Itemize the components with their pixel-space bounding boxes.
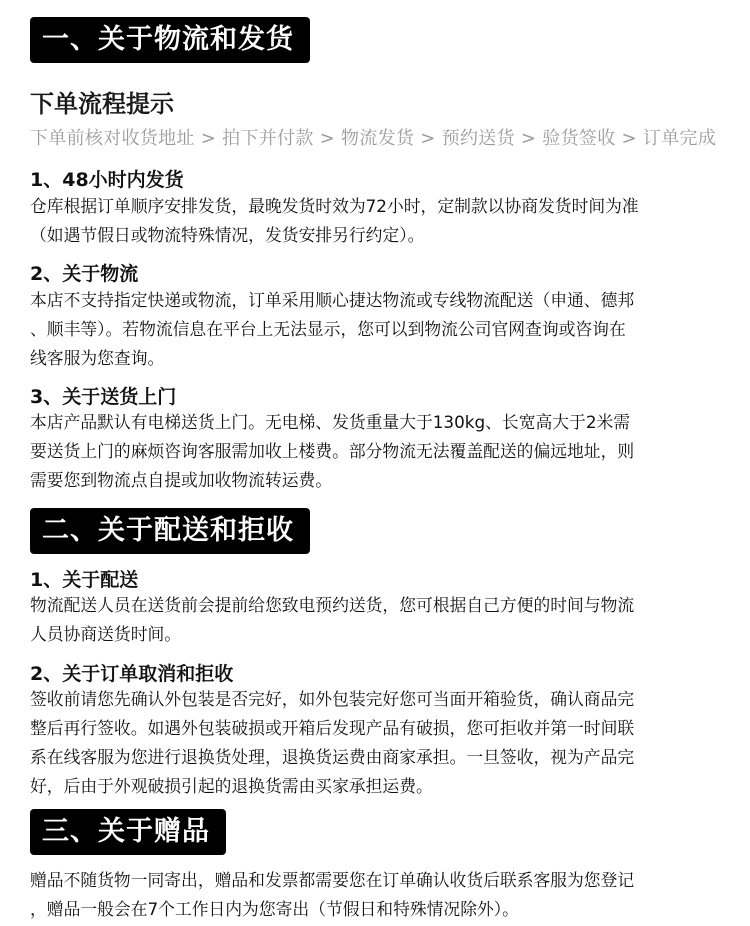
text-line: 签收前请您先确认外包装是否完好，如外包装完好您可当面开箱验货，确认商品完 xyxy=(30,689,635,709)
text-line: 线客服为您查询。 xyxy=(30,348,165,368)
item-title-48h-shipping: 1、48小时内发货 xyxy=(30,169,184,191)
item-text-delivery xyxy=(30,408,720,495)
gift-text xyxy=(30,866,720,924)
section-header-delivery-refusal: 二、关于配送和拒收 xyxy=(30,508,310,554)
text-line: （如遇节假日或物流特殊情况，发货安排另行约定）。 xyxy=(30,225,425,245)
text-line: 赠品不随货物一同寄出，赠品和发票都需要您在订单确认收货后联系客服为您登记 xyxy=(30,870,635,890)
text-line: ，赠品一般会在7个工作日内为您寄出（节假日和特殊情况除外）。 xyxy=(30,899,519,919)
text-line: 整后再行签收。如遇外包装破损或开箱后发现产品有破损，您可拒收并第一时间联 xyxy=(30,718,635,738)
text-line: 系在线客服为您进行退换货处理，退换货运费由商家承担。一旦签收，视为产品完 xyxy=(30,747,635,767)
text-line: 仓库根据订单顺序安排发货，最晚发货时效为72小时，定制款以协商发货时间为准 xyxy=(30,196,639,216)
item-title-delivery: 3、关于送货上门 xyxy=(30,386,177,408)
order-process-title: 下单流程提示 xyxy=(30,90,174,118)
text-line: 好，后由于外观破损引起的退换货需由买家承担运费。 xyxy=(30,776,433,796)
text-line: 需要您到物流点自提或加收物流转运费。 xyxy=(30,470,333,490)
item-title-distribution: 1、关于配送 xyxy=(30,569,139,591)
item-text-cancel-refusal xyxy=(30,685,720,801)
section-header-gifts: 三、关于赠品 xyxy=(30,809,226,855)
text-line: 要送货上门的麻烦咨询客服需加收上楼费。部分物流无法覆盖配送的偏远地址，则 xyxy=(30,441,635,461)
item-text-distribution xyxy=(30,591,720,649)
text-line: 物流配送人员在送货前会提前给您致电预约送货，您可根据自己方便的时间与物流 xyxy=(30,595,635,615)
item-title-cancel-refusal: 2、关于订单取消和拒收 xyxy=(30,663,234,685)
text-line: 人员协商送货时间。 xyxy=(30,624,182,644)
item-title-logistics: 2、关于物流 xyxy=(30,263,139,285)
item-text-48h-shipping xyxy=(30,192,720,250)
order-flow-steps: 下单前核对收货地址 > 拍下并付款 > 物流发货 > 预约送货 > 验货签收 > 订单完成 xyxy=(30,128,717,149)
text-line: 本店不支持指定快递或物流，订单采用顺心捷达物流或专线物流配送（申通、德邦 xyxy=(30,290,635,310)
text-line: 、顺丰等）。若物流信息在平台上无法显示，您可以到物流公司官网查询或咨询在 xyxy=(30,319,626,339)
section-header-logistics: 一、关于物流和发货 xyxy=(30,17,310,63)
text-line: 本店产品默认有电梯送货上门。无电梯、发货重量大于130kg、长宽高大于2米需 xyxy=(30,412,631,432)
item-text-logistics xyxy=(30,286,720,373)
